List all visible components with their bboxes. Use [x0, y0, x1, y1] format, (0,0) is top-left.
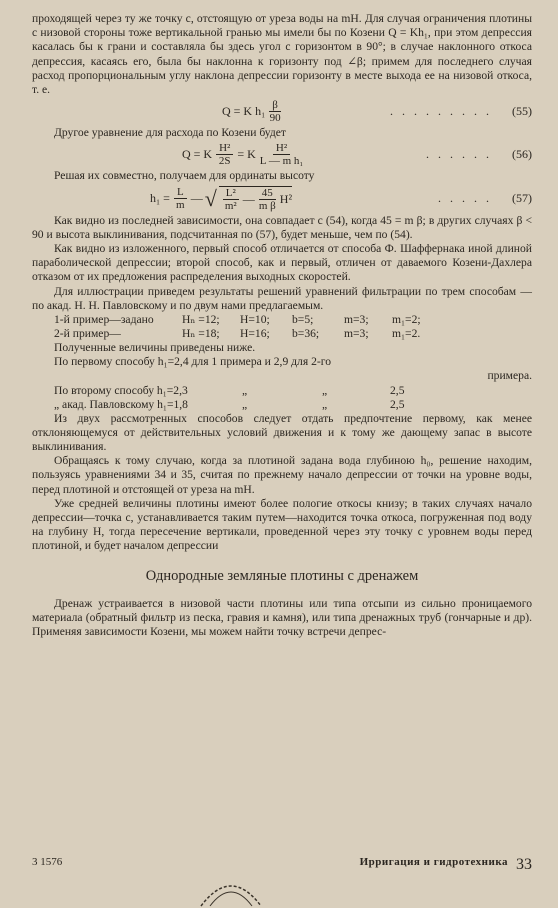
journal-title: Ирригация и гидротехника: [359, 856, 508, 868]
eq56-num2: H²: [273, 142, 290, 155]
equation-57: h₁ = $\frac{L}{m}$ — √ $\frac{\text{L²}}{\text{m²}}$ — $\frac{45}{\text{m β}}$ H² . . . . . (57): [150, 185, 532, 212]
equation-56: Q = K $\frac{\text{H²}}{2S}$ = K $\frac{\text{H²}}{\text{L — m h₁}}$ . . . . . . (56): [182, 142, 532, 168]
eq57-minus: —: [190, 191, 203, 206]
paragraph-1: проходящей через ту же точку с, отстоящую от уреза воды на mH. Для случая ограничения плотины с низовой стороны тоже вертикальной гранью мы имели бы по Козени Q = Kh₁, при этом депрессия касалась бы к грани и составляла бы здесь угол с горизонтом в 90°; в случае наклонного откоса депрессия, касаясь его, была бы наклонна к горизонту под ∠β; примем для последнего случая расход пропорциональным углу наклона депрессии горизонту в месте выхода ее на низовой откоса, т. е.: [32, 12, 532, 97]
paragraph-5: Из двух рассмотренных способов следует отдать предпочтение первому, как менее отклоняющемуся от действительных условий движения и к тому же дающему запас в высоте выклинивания.: [32, 411, 532, 454]
example-2: 2-й пример— Hₙ =18; H=16; b=36; m=3; m₁=2.: [54, 327, 421, 341]
paragraph-8: Дренаж устраивается в низовой части плотины или типа отсыпи из сильно проницаемого материала (обратный фильтр из песка, гравия и камня), или типа дренажных труб (гончарные и др). Применяя зависимости Козени, мы можем найти точку встречи депрес-: [32, 596, 532, 639]
eq56-intro: Другое уравнение для расхода по Козени будет: [54, 126, 286, 140]
library-stamp: [196, 868, 266, 908]
equation-55: Q = K h₁ $\frac{\beta}{90}$ . . . . . . . . . (55): [222, 99, 532, 125]
eq57-den3: m β: [258, 199, 276, 212]
eq57-den2: m²: [224, 199, 237, 212]
footer-left: 3 1576: [32, 856, 63, 868]
result-3: „ акад. Павловскому h₁=1,8 „ „ 2,5: [54, 397, 405, 411]
eq56-mid: = K: [237, 147, 256, 162]
eq57-h2: H²: [279, 191, 293, 206]
eq57-num2: L²: [223, 187, 239, 200]
paragraph-4: Для иллюстрации приведем результаты решений уравнений фильтрации по трем способам — по акад. Н. Н. Павловскому и по двум нами предлагаемым.: [32, 284, 532, 312]
page-footer: [32, 856, 532, 874]
eq56-num1: H²: [216, 142, 233, 155]
eq56-lhs: Q = K: [182, 147, 213, 162]
page-number: 33: [516, 856, 532, 873]
section-heading: Однородные земляные плотины с дренажем: [145, 567, 419, 584]
eq57-num3: 45: [259, 187, 276, 200]
eq55-lhs: Q = K h₁: [222, 104, 266, 119]
eq55-den: 90: [269, 112, 281, 125]
example-1: 1-й пример—задано Hₙ =12; H=10; b=5; m=3; m₁=2;: [54, 313, 421, 327]
eq56-den1: 2S: [218, 155, 231, 168]
eq56-den2: L — m h₁: [259, 155, 304, 168]
eq56-number: (56): [512, 147, 532, 162]
eq55-number: (55): [512, 104, 532, 119]
paragraph-2: Как видно из последней зависимости, она совпадает с (54), когда 45 = m β; в других случаях β < 90 и высота выклинивания, подсчитанная по (57), будет меньше, чем по (54).: [32, 213, 532, 241]
eq57-num1: L: [174, 186, 187, 199]
text-column: [32, 12, 532, 639]
paragraph-6: Обращаясь к тому случаю, когда за плотиной задана вода глубиною h₀, решение находим, пользуясь уравнениями 34 и 35, считая по прежнему начало депрессии от точки на уровне воды, перед плотиной и отстоящей от уреза на mH.: [32, 454, 532, 496]
eq55-num: β: [269, 99, 281, 112]
result-2: По второму способу h₁=2,3 „ „ 2,5: [54, 383, 405, 397]
eq57-lhs: h₁ =: [150, 191, 170, 206]
eq57-minus2: —: [242, 191, 255, 206]
paragraph-3: Как видно из изложенного, первый способ отличается от способа Ф. Шаффернака иной длиной параболической депрессии; второй способ, как и первый, отличен от даваемого Козени-Дахлера отказом от их предложения распределения выходных скоростей.: [32, 242, 532, 284]
values-line: Полученные величины приведены ниже.: [54, 341, 256, 355]
result-1: По первому способу h₁=2,4 для 1 примера и 2,9 для 2-го: [54, 355, 331, 369]
eq57-number: (57): [512, 191, 532, 206]
result-1-cont: примера.: [487, 369, 532, 383]
paragraph-7: Уже средней величины плотины имеют более пологие откосы книзу; в таких случаях начало депрессии—точка с, устанавливается таким путем—находится точка откоса, погруженная под воду на глубину H, тогда пересечение вертикали, проведенной через эту точку с уровнем воды перед плотиной, и будет началом депрессии: [32, 496, 532, 553]
eq57-intro: Решая их совместно, получаем для ординаты высоту: [54, 169, 315, 183]
eq57-den1: m: [176, 199, 185, 212]
